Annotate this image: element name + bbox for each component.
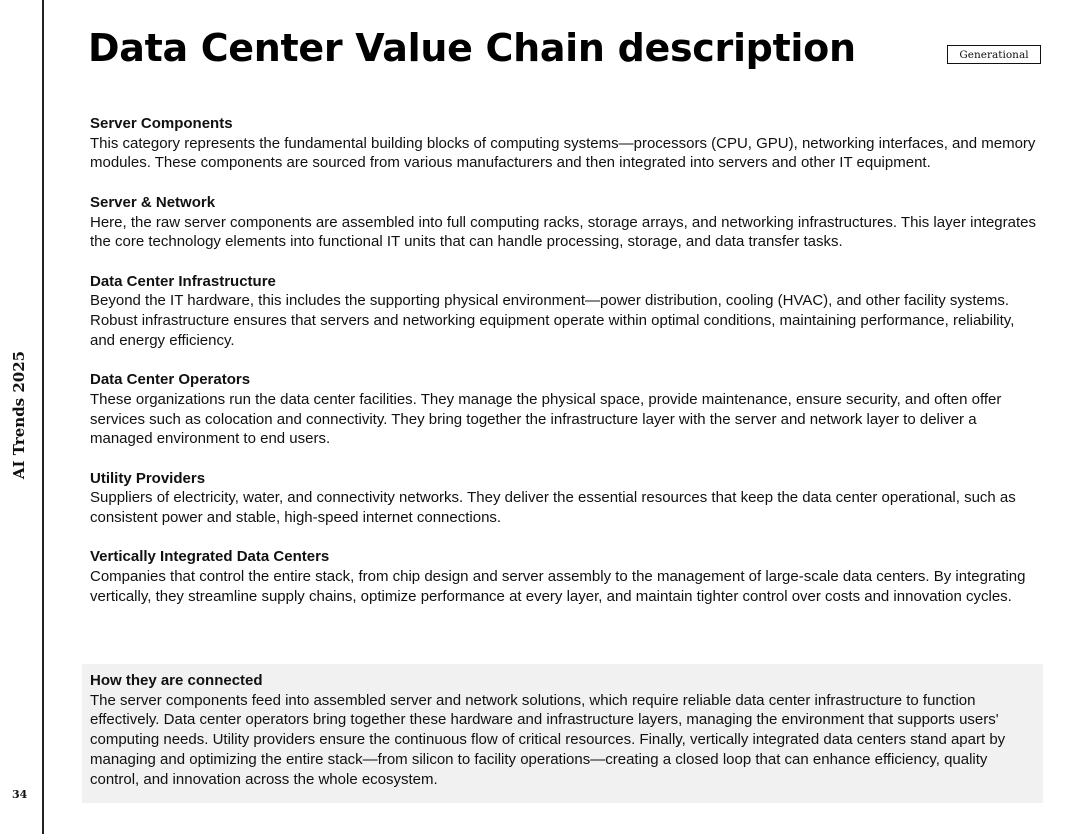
section-heading: Utility Providers xyxy=(90,469,206,487)
callout-heading: How they are connected xyxy=(90,672,263,689)
section-heading: Vertically Integrated Data Centers xyxy=(90,548,330,566)
section-heading: Data Center Operators xyxy=(90,371,251,389)
section-server-network xyxy=(90,193,1040,252)
section-data-center-infrastructure xyxy=(90,272,1040,351)
value-chain-sections xyxy=(90,114,1040,626)
section-body: This category represents the fundamental building blocks of computing systems—processors (CPU, GPU), networking interfaces, and memory modules. These components are sourced from various manufacturers and then integrated into servers and other IT equipment. xyxy=(90,134,1036,172)
page-title: Data Center Value Chain description xyxy=(88,26,856,70)
section-body: Beyond the IT hardware, this includes the supporting physical environment—power distribution, cooling (HVAC), and other facility systems. Robust infrastructure ensures that servers and networking equipment operate within optimal conditions, maintaining performance, reliability, and energy efficiency. xyxy=(90,292,1015,349)
category-tag xyxy=(947,45,1041,64)
section-heading: Data Center Infrastructure xyxy=(90,272,276,290)
section-body: Companies that control the entire stack, from chip design and server assembly to the management of large-scale data centers. By integrating vertically, they streamline supply chains, optimize performance at every layer, and maintain tighter control over costs and innovation cycles. xyxy=(90,568,1026,605)
callout-body: The server components feed into assembled server and network solutions, which require reliable data center infrastructure to function effectively. Data center operators bring together these hardware and infrastructure layers, managing the environment that supports users' computing needs. Utility providers ensure the continuous flow of critical resources. Finally, vertically integrated data centers stand apart by managing and optimizing the entire stack—from silicon to facility operations—creating a closed loop that can enhance efficiency, quality control, and innovation across the whole ecosystem. xyxy=(90,691,1006,788)
section-vertically-integrated xyxy=(90,547,1040,606)
how-connected-callout xyxy=(82,664,1043,803)
section-heading: Server Components xyxy=(90,115,233,132)
sidebar-divider xyxy=(42,0,44,834)
category-tag-label: Generational xyxy=(959,48,1029,61)
section-body: These organizations run the data center facilities. They manage the physical space, provide maintenance, ensure security, and often offer services such as colocation and connectivity. They bring together the infrastructure layer with the server and network layer to deliver a managed environment to end users. xyxy=(90,390,1002,448)
section-body: Suppliers of electricity, water, and connectivity networks. They deliver the essential resources that keep the data center operational, such as consistent power and stable, high-speed internet connections. xyxy=(90,489,1016,526)
section-heading: Server & Network xyxy=(90,193,216,211)
sidebar-label xyxy=(2,345,36,485)
document-series-label: AI Trends 2025 xyxy=(10,350,29,480)
section-utility-providers xyxy=(90,469,1040,528)
page-number: 34 xyxy=(12,788,28,801)
section-data-center-operators xyxy=(90,370,1040,449)
section-body: Here, the raw server components are assembled into full computing racks, storage arrays, and networking infrastructures. This layer integrates the core technology elements into functional IT units that can handle processing, storage, and data transfer tasks. xyxy=(90,213,1036,251)
section-server-components xyxy=(90,114,1040,173)
